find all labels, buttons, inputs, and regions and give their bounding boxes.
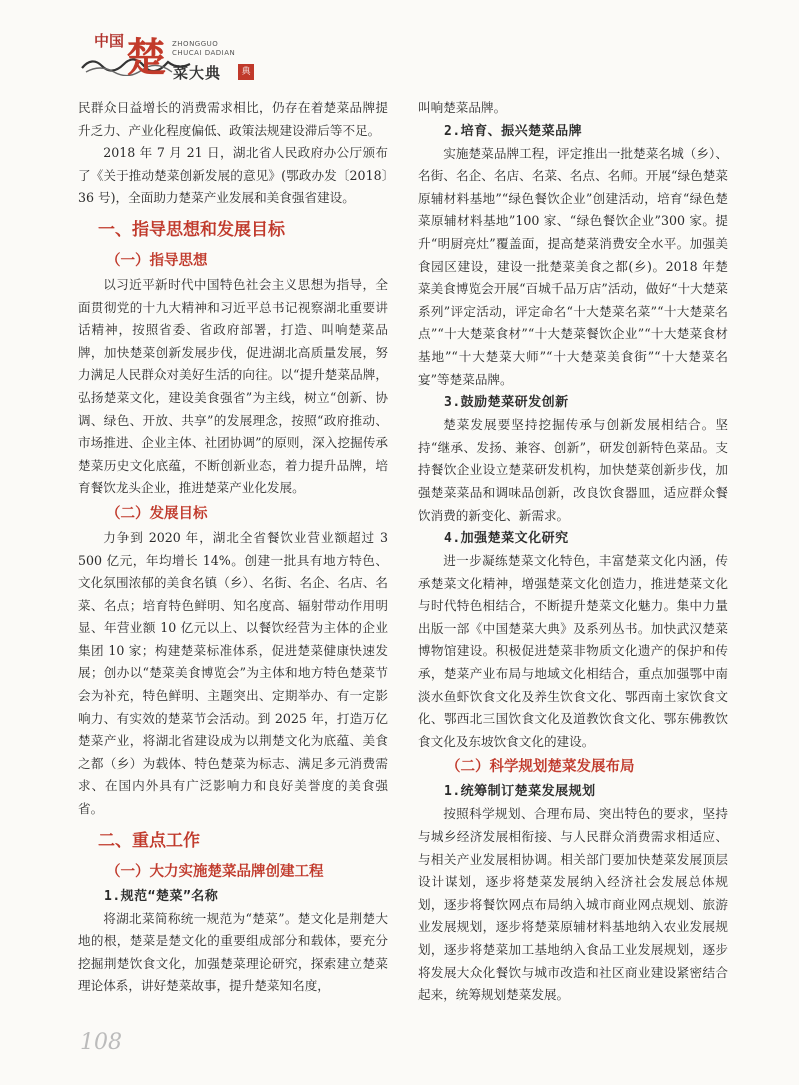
section-heading: 一、指导思想和发展目标: [98, 219, 285, 240]
subsection-heading: （一）指导思想: [106, 252, 208, 269]
logo-china-text: 中国: [94, 32, 125, 50]
page-number: 108: [80, 1030, 122, 1055]
item-heading: 1.统筹制订楚菜发展规划: [444, 784, 596, 800]
section-heading: 二、重点工作: [98, 830, 200, 851]
subsection-heading: （一）大力实施楚菜品牌创建工程: [106, 863, 324, 880]
book-logo: [80, 30, 280, 92]
logo-english-line2: CHUCAI DADIAN: [172, 49, 236, 57]
logo-english-line1: ZHONGGUO: [172, 40, 219, 48]
logo-dadian-text: 菜大典: [173, 64, 222, 82]
logo-chu-character: 楚: [126, 34, 166, 81]
left-column: [78, 97, 388, 998]
item-heading: 4.加强楚菜文化研究: [444, 531, 569, 547]
subsection-heading: （二）发展目标: [106, 505, 208, 522]
subsection-heading: （二）科学规划楚菜发展布局: [446, 759, 635, 776]
paragraph: 实施楚菜品牌工程，评定推出一批楚菜名城（乡）、名街、名企、名店、名菜、名点、名师。开展“绿色楚菜原辅材料基地”“绿色餐饮企业”创建活动，培育“绿色楚菜原辅材料基地”100 家、“绿色餐饮企业”300 家。提升“明厨亮灶”覆盖面，提高楚菜消费安全水平。加强美食园区建设，建设一批楚菜美食之都(乡)。2018 年楚菜美食博览会开展“百城千品万店”活动，做好“十大楚菜系列”评定活动，评定命名“十大楚菜名菜”“十大楚菜名点”“十大楚菜食材”“十大楚菜餐饮企业”“十大楚菜食材基地”“十大楚菜大师”“十大楚菜美食街”“十大楚菜名宴”等楚菜品牌。: [418, 145, 728, 387]
paragraph: 2018 年 7 月 21 日，湖北省人民政府办公厅颁布了《关于推动楚菜创新发展的意见》(鄂政办发〔2018〕36 号)，全面助力楚菜产业发展和美食强省建设。: [78, 145, 388, 206]
right-column: [418, 97, 728, 1007]
paragraph: 力争到 2020 年，湖北全省餐饮业营业额超过 3 500 亿元，年均增长 14%。创建一批具有地方特色、文化氛围浓郁的美食名镇（乡）、名街、名企、名店、名菜、名点；培育特色鲜明、知名度高、辐射带动作用明显、年营业额 10 亿元以上、以餐饮经营为主体的企业集团 10 家；构建楚菜标准体系，促进楚菜健康快速发展；创办以“楚菜美食博览会”为主体和地方特色楚菜节会为补充，特色鲜明、主题突出、定期举办、有一定影响力、有实效的楚菜节会活动。到 2025 年，打造万亿楚菜产业，将湖北省建设成为以荆楚文化为底蕴、美食之都（乡）为载体、特色楚菜为标志、满足多元消费需求、在国内外具有广泛影响力和良好美誉度的美食强省。: [78, 529, 388, 817]
paragraph: 民群众日益增长的消费需求相比，仍存在着楚菜品牌提升乏力、产业化程度偏低、政策法规建设滞后等不足。: [78, 100, 388, 138]
paragraph: 以习近平新时代中国特色社会主义思想为指导，全面贯彻党的十九大精神和习近平总书记视察湖北重要讲话精神，按照省委、省政府部署，打造、叫响楚菜品牌，加快楚菜创新发展步伐，促进湖北高质量发展，努力满足人民群众对美好生活的向往。以“提升楚菜品牌，弘扬楚菜文化，建设美食强省”为主线，树立“创新、协调、绿色、开放、共享”的发展理念，按照“政府推动、市场推进、企业主体、社团协调”的原则，深入挖掘传承楚菜历史文化底蕴，不断创新业态，着力提升品牌，培育餐饮龙头企业，推进楚菜产业化发展。: [78, 276, 388, 496]
paragraph: 按照科学规划、合理布局、突出特色的要求，坚持与城乡经济发展相衔接、与人民群众消费需求相适应、与相关产业发展相协调。相关部门要加快楚菜发展顶层设计谋划，逐步将楚菜发展纳入经济社会发展总体规划，逐步将餐饮网点布局纳入城市商业网点规划、旅游业发展规划，逐步将楚菜原辅材料基地纳入农业发展规划，逐步将楚菜加工基地纳入食品工业发展规划，逐步将发展大众化餐饮与城市改造和社区商业建设紧密结合起来，统筹规划楚菜发展。: [418, 806, 728, 1003]
paragraph: 将湖北菜简称统一规范为“楚菜”。楚文化是荆楚大地的根，楚菜是楚文化的重要组成部分和载体，要充分挖掘荆楚饮食文化，加强楚菜理论研究，探索建立楚菜理论体系，讲好楚菜故事，提升楚菜知名度，: [78, 910, 388, 994]
paragraph: 叫响楚菜品牌。: [418, 100, 507, 115]
item-heading: 3.鼓励楚菜研发创新: [444, 395, 569, 411]
paragraph: 楚菜发展要坚持挖掘传承与创新发展相结合。坚持“继承、发扬、兼容、创新”，研发创新特色菜品。支持餐饮企业设立楚菜研发机构，加快楚菜创新步伐，加强楚菜菜品和调味品创新，改良饮食器皿，适应群众餐饮消费的新变化、新需求。: [418, 417, 728, 523]
item-heading: 1.规范“楚菜”名称: [104, 888, 219, 904]
paragraph: 进一步凝练楚菜文化特色，丰富楚菜文化内涵，传承楚菜文化精神，增强楚菜文化创造力，推进楚菜文化与时代特色相结合，不断提升楚菜文化魅力。集中力量出版一部《中国楚菜大典》及系列丛书。加快武汉楚菜博物馆建设。积极促进楚菜非物质文化遗产的保护和传承，楚菜产业布局与地域文化相结合，重点加强鄂中南淡水鱼虾饮食文化及养生饮食文化、鄂西南土家饮食文化、鄂西北三国饮食文化及道教饮食文化、鄂东佛教饮食文化及东坡饮食文化的建设。: [418, 553, 728, 749]
item-heading: 2.培育、振兴楚菜品牌: [444, 123, 583, 139]
red-seal-icon: 典: [238, 64, 254, 80]
